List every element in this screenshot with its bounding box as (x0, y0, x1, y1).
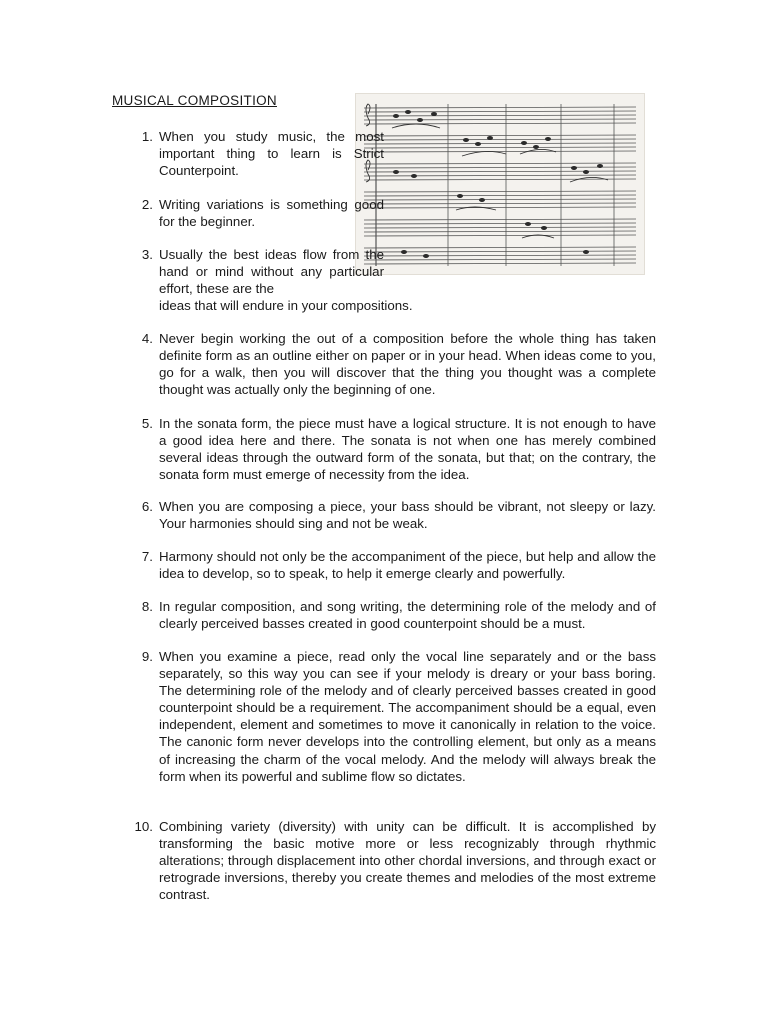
list-item (131, 330, 656, 398)
list-item (131, 128, 656, 179)
item-text: Writing variations is something good for the beginner. (159, 197, 384, 230)
item-number: 4. (141, 331, 153, 346)
list-item (131, 598, 656, 632)
list-item (131, 548, 656, 582)
item-text: Combining variety (diversity) with unity can be difficult. It is accomplished by transforming the basic motive more or less recognizably through rhythmic alterations; through displacement into other chordal inversions, and through exact or retrograde inversions, thereby you create themes and melodies of the most extreme contrast. (159, 819, 656, 903)
item-text: Harmony should not only be the accompaniment of the piece, but help and allow the idea to develop, so to speak, to help it emerge clearly and powerfully. (159, 549, 656, 582)
item-text: Usually the best ideas flow from the hand or mind without any particular effort, these are the (159, 247, 384, 297)
item-number: 9. (141, 649, 153, 664)
item-text: In regular composition, and song writing, the determining role of the melody and of clearly perceived basses created in good counterpoint should be a must. (159, 599, 656, 632)
item-number: 3. (141, 247, 153, 262)
item-number: 8. (141, 599, 153, 614)
page-title: MUSICAL COMPOSITION (112, 93, 277, 108)
list-item (131, 818, 656, 903)
list-item (131, 196, 656, 230)
item-number: 6. (141, 499, 153, 514)
item-number: 10. (134, 819, 153, 834)
item-number: 5. (141, 416, 153, 431)
list-item (131, 246, 656, 314)
item-text: When you study music, the most important thing to learn is Strict Counterpoint. (159, 129, 384, 179)
list-item (131, 498, 656, 532)
item-text: In the sonata form, the piece must have a logical structure. It is not enough to have a good idea here and there. The sonata is not when one has merely combined several ideas through the outward form of the sonata, but that; on the contrary, the sonata form must emerge of necessity from the idea. (159, 416, 656, 483)
list-item (131, 648, 656, 785)
item-text: Never begin working the out of a composition before the whole thing has taken definite form as an outline either on paper or in your head. When ideas come to you, go for a walk, then you will discover that the thing you thought was a complete thought was actually only the beginning of one. (159, 331, 656, 398)
item-number: 2. (141, 197, 153, 212)
item-number: 1. (141, 129, 153, 144)
item-text: When you examine a piece, read only the vocal line separately and or the bass separately, so this way you can see if your melody is dreary or your bass boring. The determining role of the melody and of clearly perceived basses created in good counterpoint should be a requirement. The accompaniment should be a equal, even independent, element and sometimes to move it canonically in relation to the voice. The canonic form never develops into the controlling element, but only as a means of increasing the charm of the vocal melody. And the melody will always break the form when its powerful and sublime flow so dictates. (159, 649, 656, 784)
item-text: When you are composing a piece, your bass should be vibrant, not sleepy or lazy. Your harmonies should sing and not be weak. (159, 499, 656, 532)
item-text-continued: ideas that will endure in your compositions. (159, 298, 413, 314)
item-number: 7. (141, 549, 153, 564)
list-item (131, 415, 656, 483)
